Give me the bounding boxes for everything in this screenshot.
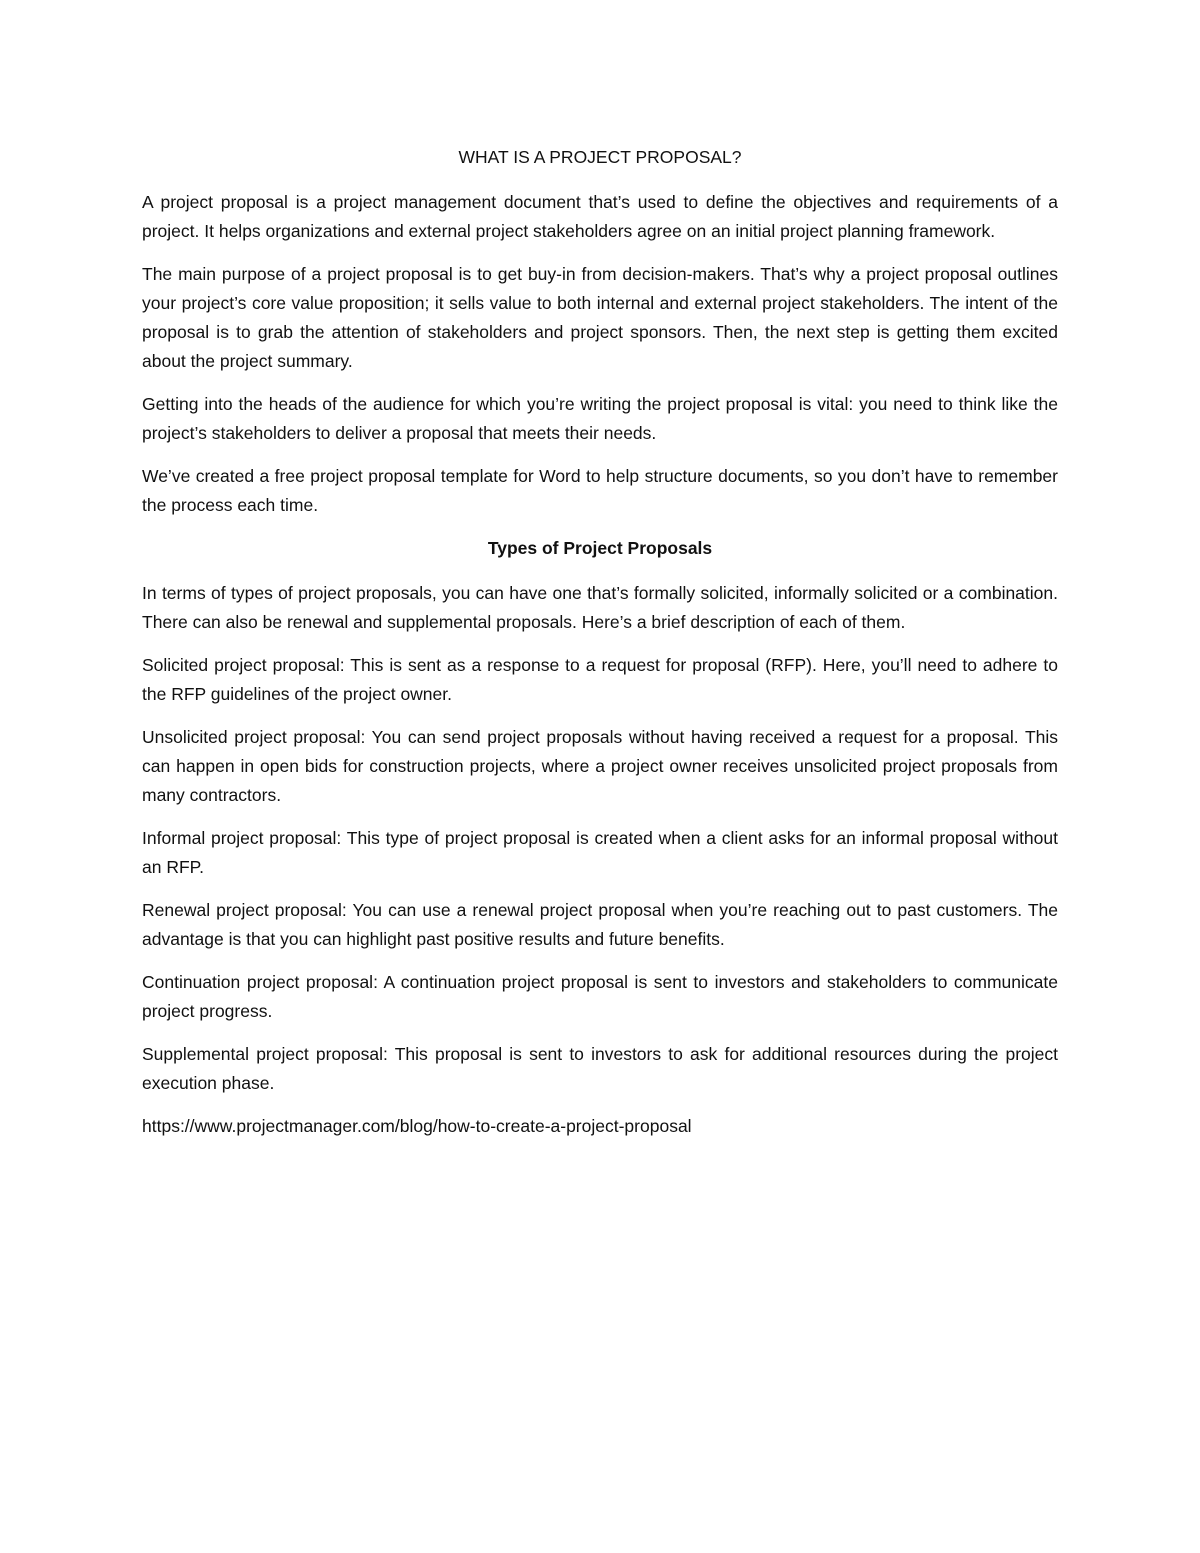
paragraph-solicited: Solicited project proposal: This is sent as a response to a request for proposal (RFP). Here, you’ll need to adhere to the RFP guidelines of the project owner. [142, 655, 1058, 704]
paragraph-renewal: Renewal project proposal: You can use a renewal project proposal when you’re reaching out to past customers. The advantage is that you can highlight past positive results and future benefits. [142, 900, 1058, 949]
section-heading: Types of Project Proposals [487, 538, 713, 558]
paragraph-types-overview: In terms of types of project proposals, you can have one that’s formally solicited, informally solicited or a combination. There can also be renewal and supplemental proposals. Here’s a brief description of each of them. [142, 583, 1058, 632]
paragraph-template: We’ve created a free project proposal template for Word to help structure documents, so you don’t have to remember the process each time. [142, 466, 1058, 515]
paragraph-unsolicited: Unsolicited project proposal: You can send project proposals without having received a request for a proposal. This can happen in open bids for construction projects, where a project owner receives unsolicited project proposals from many contractors. [142, 727, 1058, 805]
paragraph-supplemental: Supplemental project proposal: This proposal is sent to investors to ask for additional resources during the project execution phase. [142, 1044, 1058, 1093]
paragraph-audience: Getting into the heads of the audience for which you’re writing the project proposal is vital: you need to think like the project’s stakeholders to deliver a proposal that meets their needs. [142, 394, 1058, 443]
paragraph-informal: Informal project proposal: This type of project proposal is created when a client asks for an informal proposal without an RFP. [142, 828, 1058, 877]
paragraph-purpose: The main purpose of a project proposal is to get buy-in from decision-makers. That’s why a project proposal outlines your project’s core value proposition; it sells value to both internal and external project stakeholders. The intent of the proposal is to grab the attention of stakeholders and project sponsors. Then, the next step is getting them excited about the project summary. [142, 264, 1058, 371]
paragraph-definition: A project proposal is a project management document that’s used to define the objectives and requirements of a project. It helps organizations and external project stakeholders agree on an initial project planning framework. [142, 192, 1058, 241]
source-url: https://www.projectmanager.com/blog/how-to-create-a-project-proposal [142, 1116, 692, 1136]
paragraph-continuation: Continuation project proposal: A continuation project proposal is sent to investors and stakeholders to communicate project progress. [142, 972, 1058, 1021]
document-title: WHAT IS A PROJECT PROPOSAL? [458, 147, 742, 167]
document-body [142, 143, 1058, 1141]
